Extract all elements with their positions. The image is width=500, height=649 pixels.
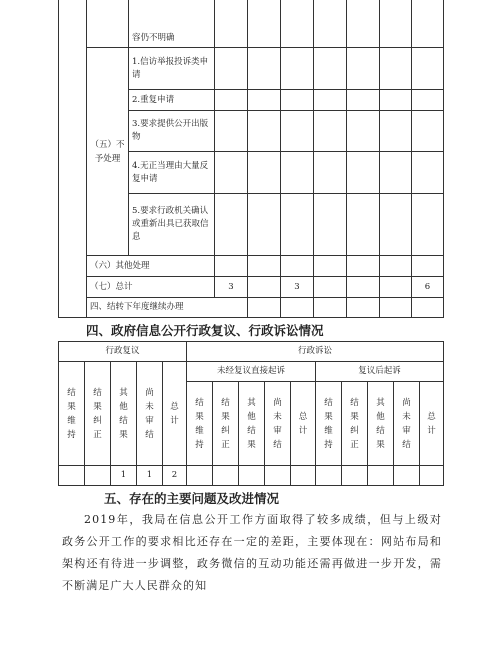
after-review-header: 复议后起诉 (316, 362, 444, 382)
direct-suit-header: 未经复议直接起诉 (187, 362, 316, 382)
section6-label: （六）其他处理 (87, 256, 215, 277)
outer-label-cell (59, 0, 87, 318)
table-row (59, 48, 444, 90)
col-label: 结果维持 (324, 397, 333, 450)
section4-label: 四、结转下年度继续办理 (87, 298, 248, 318)
review-value: 1 (111, 466, 137, 486)
col-label: 其他结果 (376, 397, 385, 450)
review-value (85, 466, 111, 486)
body-paragraph (62, 509, 442, 597)
section-heading: 五、存在的主要问题及改进情况 (104, 491, 280, 506)
section-heading: 四、政府信息公开行政复议、行政诉讼情况 (86, 323, 324, 338)
review-value (59, 466, 85, 486)
col-label: 结果维持 (67, 387, 76, 440)
col-label: 尚未审结 (402, 397, 411, 450)
total-value: 3 (215, 277, 248, 298)
row-label: 3.要求提供公开出版物 (129, 111, 215, 152)
table-row (59, 362, 444, 382)
col-label: 总计 (427, 411, 436, 436)
row-label: 2.重复申请 (129, 90, 215, 111)
row-label: 4.无正当理由大量反复申请 (129, 152, 215, 194)
body-paragraph-text: 2019年，我局在信息公开工作方面取得了较多成绩，但与上级对政务公开工作的要求相比还存在一定的差距，主要体现在：网站布局和架构还有待进一步调整，政务微信的互动功能还需再做进一步开发，需不断满足广大人民群众的知 (62, 513, 442, 592)
application-handling-table (58, 0, 444, 318)
col-label: 结果纠正 (350, 397, 359, 450)
table-row (59, 0, 444, 48)
litigation-header: 行政诉讼 (187, 342, 444, 362)
total-value: 6 (412, 277, 444, 298)
review-value: 2 (163, 466, 187, 486)
section5-label: （五）不予处理 (87, 48, 129, 256)
review-litigation-table (58, 341, 444, 486)
col-label: 结果纠正 (93, 387, 102, 440)
row-label: 5.要求行政机关确认或重新出具已获取信息 (129, 194, 215, 256)
table-row (59, 342, 444, 362)
col-label: 其他结果 (119, 387, 128, 440)
col-label: 尚未审结 (145, 387, 154, 440)
table-row (59, 298, 444, 318)
row-label: 1.信访举报投诉类申请 (129, 48, 215, 90)
review-header: 行政复议 (59, 342, 187, 362)
table-row (59, 277, 444, 298)
section7-label: （七）总计 (87, 277, 215, 298)
col-label: 总计 (170, 401, 179, 426)
total-value: 3 (281, 277, 314, 298)
col-label: 结果纠正 (221, 397, 230, 450)
row-label: 容仍不明确 (129, 0, 215, 48)
col-label: 结果维持 (195, 397, 204, 450)
col-label: 总计 (298, 411, 308, 436)
col-label: 其他结果 (247, 397, 256, 450)
review-value: 1 (137, 466, 163, 486)
table-row (59, 466, 444, 486)
col-label: 尚未审结 (273, 397, 282, 450)
table-row (59, 256, 444, 277)
